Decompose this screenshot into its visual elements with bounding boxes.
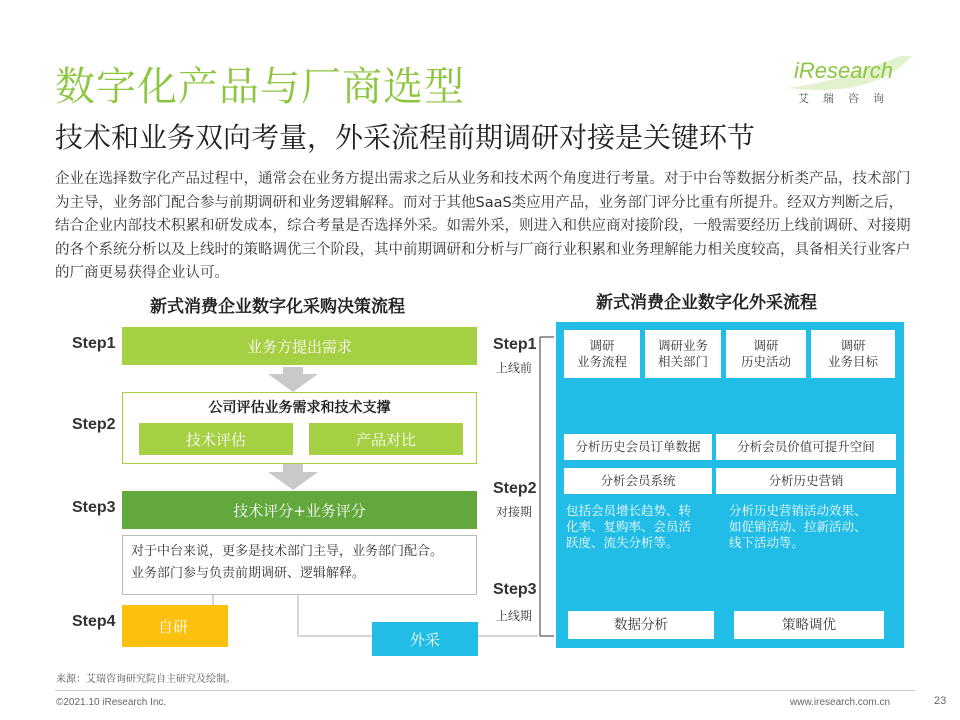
intro-paragraph: 企业在选择数字化产品过程中，通常会在业务方提出需求之后从业务和技术两个角度进行考量。对于中台等数据分析类产品，技术部门为主导，业务部门配合参与前期调研和业务逻辑解释。而对于其他SaaS类应用产品，业务部门评分比重有所提升。经双方判断之后，结合企业内部技术积累和研发成本，综合考量是否选择外采。如需外采，则进入和供应商对接阶段，一般需要经历上线前调研、对接期的各个系统分析以及上线时的策略调优三个阶段，其中前期调研和分析与厂商行业积累和业务理解能力相关度较高，具备相关行业客户的厂商更易获得企业认可。 bbox=[55, 171, 911, 281]
detail-member-metrics bbox=[566, 503, 716, 551]
right-step2-sub: 对接期 bbox=[496, 505, 533, 519]
box-product-comparison: 产品对比 bbox=[309, 423, 463, 455]
logo-wordmark: iResearch bbox=[794, 58, 894, 83]
right-step1-label: Step1 bbox=[493, 336, 537, 353]
box-tech-evaluation: 技术评估 bbox=[139, 423, 293, 455]
left-diagram-title: 新式消费企业数字化采购决策流程 bbox=[150, 297, 405, 317]
final-data-analysis: 数据分析 bbox=[568, 611, 714, 639]
note-box bbox=[122, 535, 477, 595]
research-cell-1 bbox=[564, 330, 640, 378]
evaluation-heading: 公司评估业务需求和技术支撑 bbox=[208, 400, 391, 416]
right-bracket-lines bbox=[540, 337, 554, 636]
box-self-develop: 自研 bbox=[122, 605, 228, 647]
detail-marketing-metrics bbox=[729, 503, 899, 551]
right-diagram-title: 新式消费企业数字化外采流程 bbox=[596, 293, 817, 313]
right-step3-label: Step3 bbox=[493, 581, 537, 598]
note-line-1: 对于中台来说，更多是技术部门主导，业务部门配合。 bbox=[131, 544, 444, 559]
detail-a-line3: 跃度、流失分析等。 bbox=[566, 535, 679, 550]
left-step1-label: Step1 bbox=[72, 335, 116, 352]
page-number: 23 bbox=[934, 695, 947, 707]
research-cell-4 bbox=[811, 330, 895, 378]
analysis-member-value: 分析会员价值可提升空间 bbox=[716, 434, 896, 460]
research-cell-1-line1: 调研 bbox=[589, 338, 615, 353]
box-business-demand: 业务方提出需求 bbox=[122, 327, 477, 365]
research-cell-4-line1: 调研 bbox=[840, 338, 866, 353]
research-cell-4-line2: 业务目标 bbox=[827, 354, 878, 369]
left-step2-label: Step2 bbox=[72, 416, 116, 433]
detail-a-line2: 化率、复购率、会员活 bbox=[566, 519, 692, 534]
research-cell-3-line1: 调研 bbox=[753, 338, 779, 353]
research-cell-3-line2: 历史活动 bbox=[740, 354, 791, 369]
research-cell-3 bbox=[726, 330, 806, 378]
source-note: 来源：艾瑞咨询研究院自主研究及绘制。 bbox=[56, 674, 236, 685]
research-cell-1-line2: 业务流程 bbox=[576, 354, 627, 369]
research-cell-2 bbox=[645, 330, 721, 378]
copyright-text: ©2021.10 iResearch Inc. bbox=[56, 697, 167, 708]
website-link[interactable]: www.iresearch.com.cn bbox=[790, 697, 891, 708]
note-line-2: 业务部门参与负责前期调研、逻辑解释。 bbox=[131, 566, 366, 581]
box-scoring: 技术评分+业务评分 bbox=[122, 491, 477, 529]
detail-a-line1: 包括会员增长趋势、转 bbox=[566, 503, 692, 518]
logo-subtext: 艾瑞咨询 bbox=[798, 92, 898, 105]
analysis-order-data: 分析历史会员订单数据 bbox=[564, 434, 712, 460]
footer-divider bbox=[55, 690, 915, 691]
left-step4-label: Step4 bbox=[72, 613, 116, 630]
right-flow-panel bbox=[556, 322, 904, 648]
research-cell-2-line1: 调研业务 bbox=[657, 338, 708, 353]
page-subtitle: 技术和业务双向考量，外采流程前期调研对接是关键环节 bbox=[55, 121, 756, 154]
left-down-arrow-1 bbox=[268, 367, 318, 392]
right-step1-sub: 上线前 bbox=[496, 361, 533, 375]
box-outsource: 外采 bbox=[372, 622, 478, 656]
analysis-marketing-history: 分析历史营销 bbox=[716, 468, 896, 494]
left-down-arrow-2 bbox=[268, 464, 318, 490]
detail-b-line3: 线下活动等。 bbox=[729, 535, 805, 550]
box-evaluation-frame bbox=[122, 392, 477, 464]
right-step2-label: Step2 bbox=[493, 480, 537, 497]
page-title: 数字化产品与厂商选型 bbox=[55, 64, 465, 110]
detail-b-line2: 如促销活动、拉新活动、 bbox=[729, 519, 867, 534]
analysis-member-system: 分析会员系统 bbox=[564, 468, 712, 494]
final-strategy-tuning: 策略调优 bbox=[734, 611, 884, 639]
left-step3-label: Step3 bbox=[72, 499, 116, 516]
detail-b-line1: 分析历史营销活动效果、 bbox=[729, 503, 867, 518]
research-cell-2-line2: 相关部门 bbox=[657, 354, 708, 369]
right-step3-sub: 上线期 bbox=[496, 609, 533, 623]
